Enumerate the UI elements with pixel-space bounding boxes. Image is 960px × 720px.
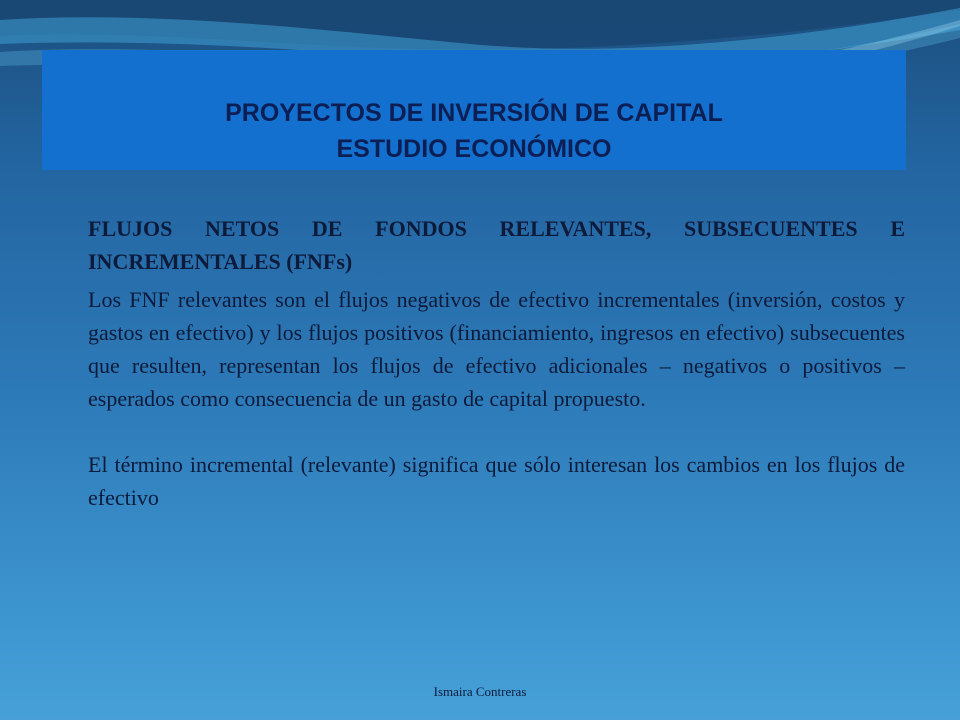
title-box: [42, 50, 906, 170]
slide-title-line1: PROYECTOS DE INVERSIÓN DE CAPITAL: [225, 99, 723, 127]
slide-content: [88, 212, 905, 514]
paragraph-definition: Los FNF relevantes son el flujos negativos de efectivo incrementales (inversión, costos y gastos en efectivo) y los flujos positivos (financiamiento, ingresos en efectivo) subsecuentes que resulten, representan los flujos de efectivo adicionales – negativos o positivos – esperados como consecuencia de un gasto de capital propuesto.: [88, 287, 905, 411]
slide-title-line2: ESTUDIO ECONÓMICO: [336, 135, 612, 163]
paragraph-incremental: El término incremental (relevante) significa que sólo interesan los cambios en los flujos de efectivo: [88, 452, 905, 510]
footer-author: Ismaira Contreras: [433, 684, 527, 699]
section-heading: FLUJOS NETOS DE FONDOS RELEVANTES, SUBSECUENTES E INCREMENTALES (FNFs): [88, 216, 905, 274]
